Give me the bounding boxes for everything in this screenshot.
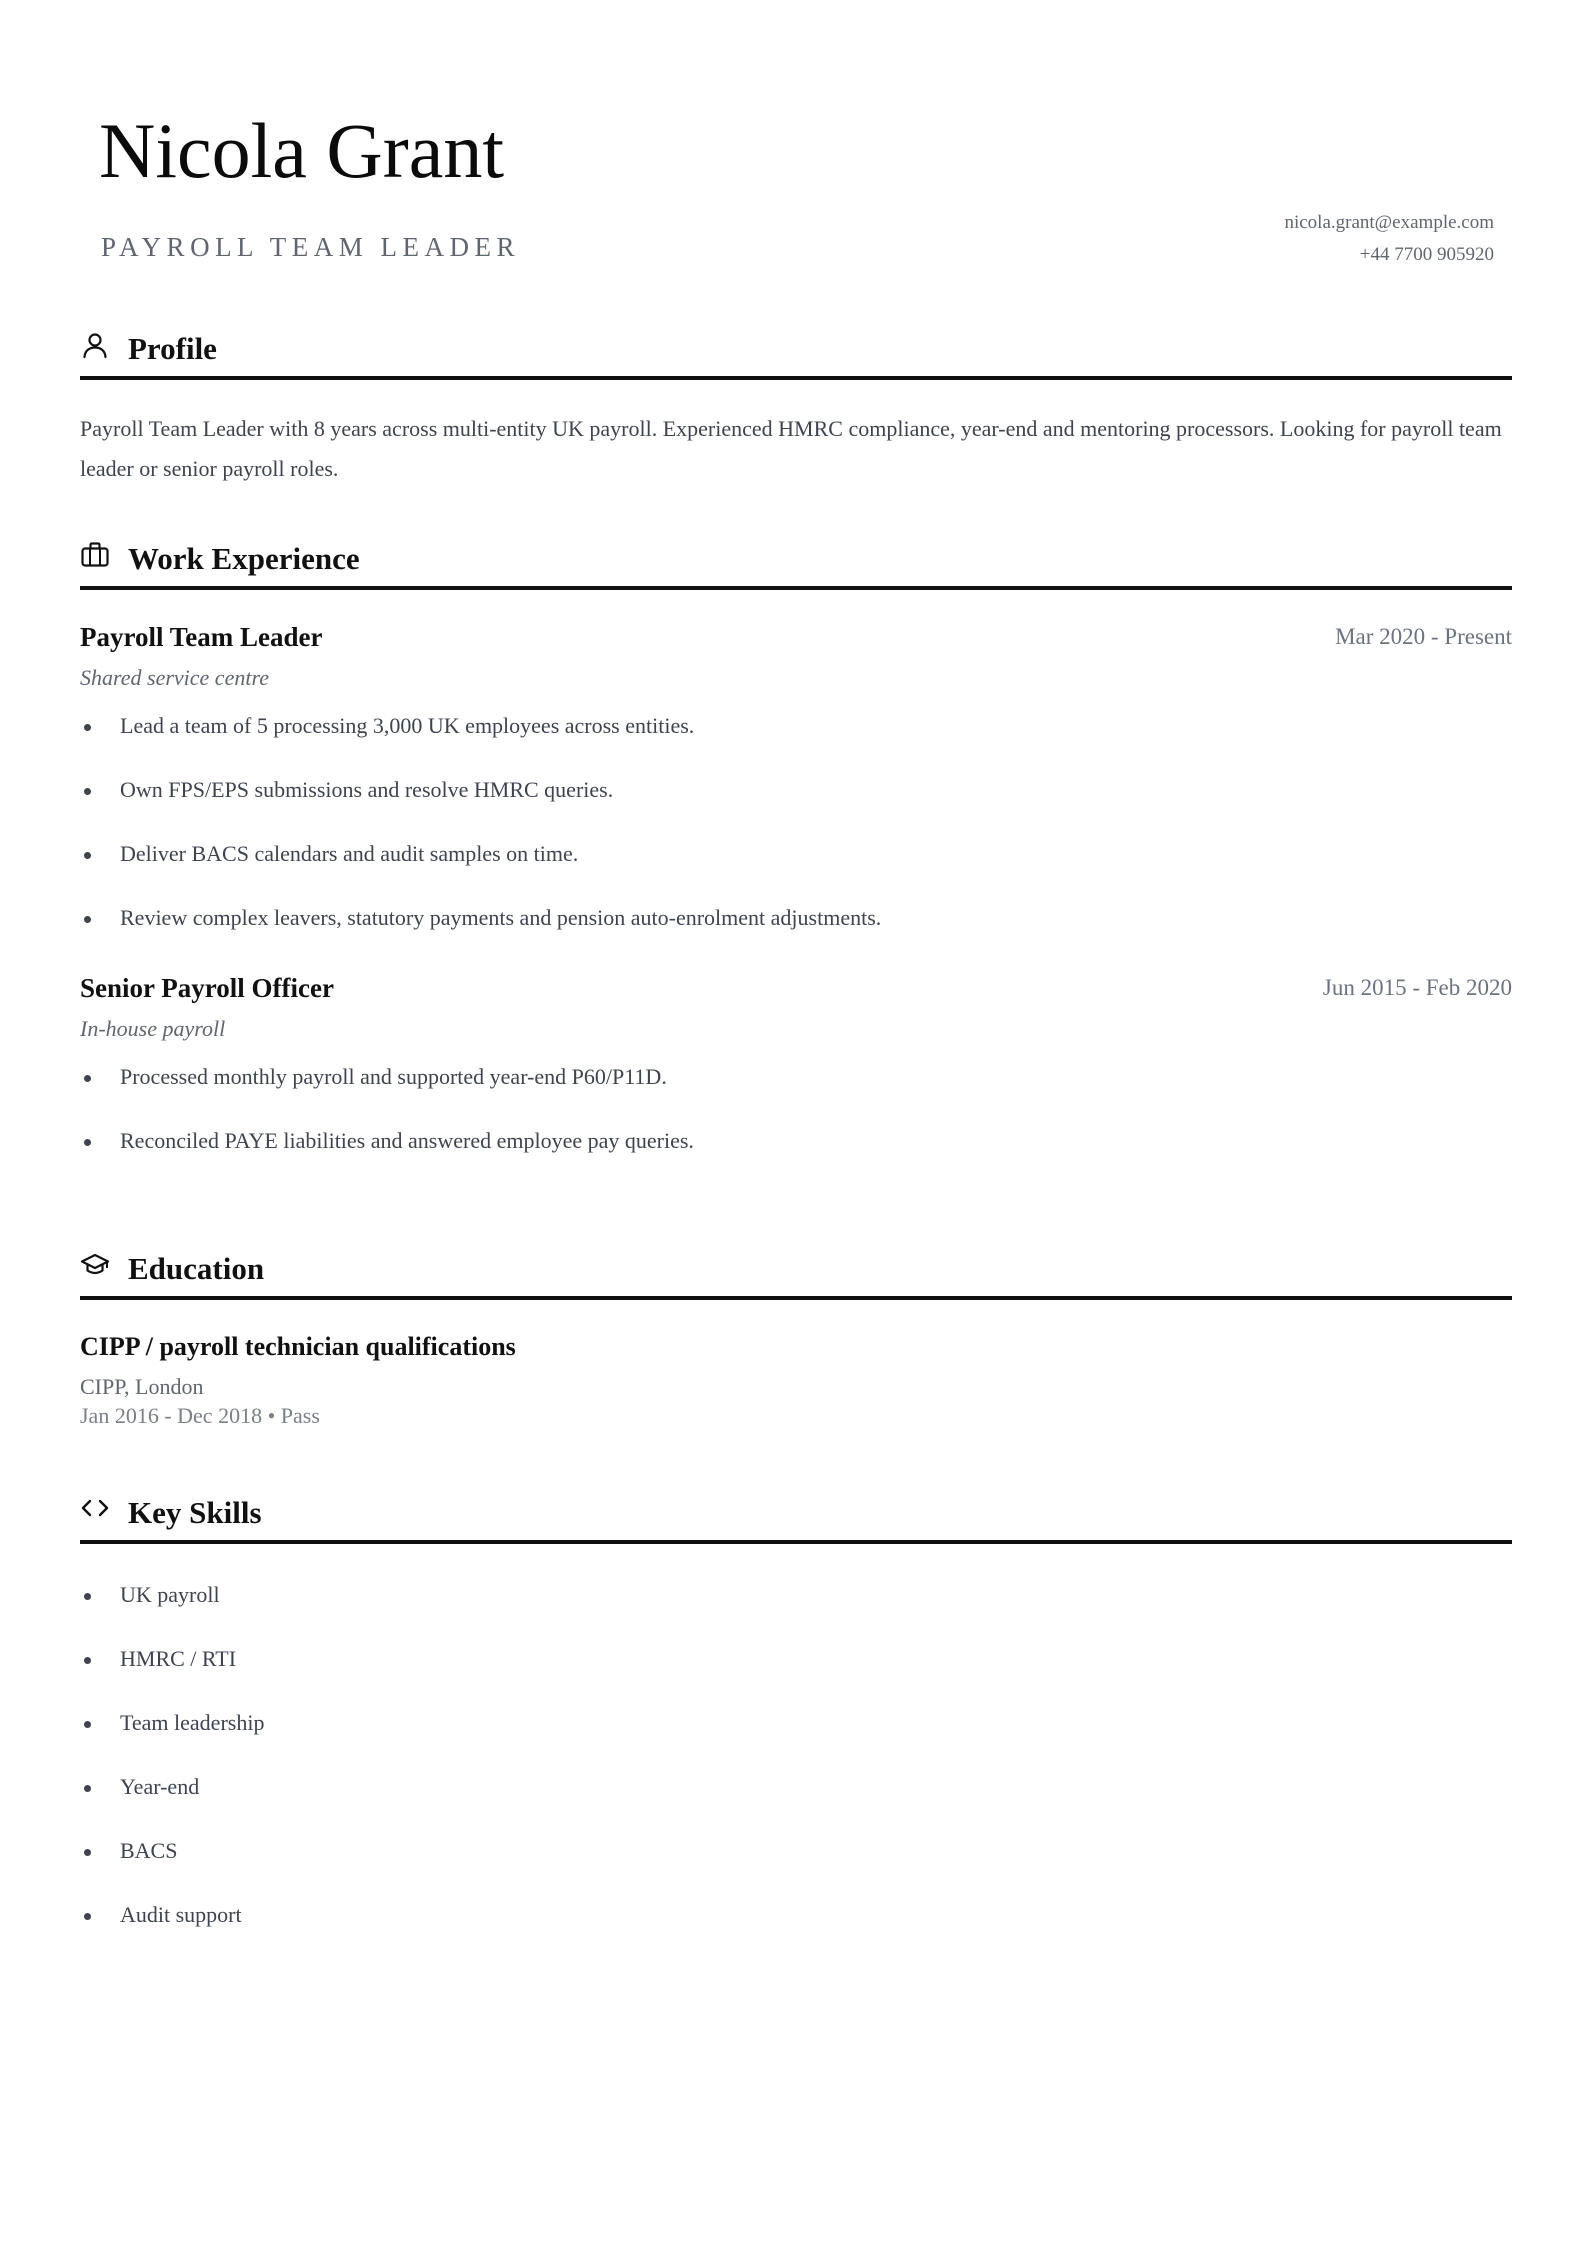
education-school: CIPP, London [80, 1374, 204, 1399]
list-item: Processed monthly payroll and supported year-end P60/P11D. [80, 1062, 1512, 1092]
experience-divider [80, 586, 1512, 590]
list-item: Reconciled PAYE liabilities and answered employee pay queries. [80, 1126, 1512, 1156]
profile-header [80, 326, 1512, 386]
contact-block [1284, 207, 1494, 271]
skill-item: Year-end [80, 1772, 1512, 1802]
experience-heading: Work Experience [128, 541, 360, 576]
list-item: Lead a team of 5 processing 3,000 UK employees across entities. [80, 711, 1512, 741]
education-divider [80, 1296, 1512, 1300]
skill-item: BACS [80, 1836, 1512, 1866]
education-degree: CIPP / payroll technician qualifications [80, 1332, 516, 1361]
code-icon [80, 1494, 110, 1524]
skill-item: UK payroll [80, 1580, 1512, 1610]
profile-summary: Payroll Team Leader with 8 years across multi-entity UK payroll. Experienced HMRC compliance, year-end and mentoring processors. Looking for payroll team leader or senior payroll roles. [80, 416, 1502, 481]
contact-phone[interactable]: +44 7700 905920 [1359, 244, 1494, 265]
person-icon [80, 330, 110, 360]
job-dates: Jun 2015 - Feb 2020 [1322, 975, 1512, 1000]
list-item: Own FPS/EPS submissions and resolve HMRC queries. [80, 775, 1512, 805]
job-dates: Mar 2020 - Present [1335, 624, 1512, 649]
skills-section [80, 1490, 1512, 1930]
profile-divider [80, 376, 1512, 380]
list-item: Deliver BACS calendars and audit samples on time. [80, 839, 1512, 869]
education-dates: Jan 2016 - Dec 2018 • Pass [80, 1403, 320, 1428]
profile-section [80, 326, 1512, 489]
skill-item: HMRC / RTI [80, 1644, 1512, 1674]
candidate-name: Nicola Grant [99, 107, 505, 194]
skills-heading: Key Skills [128, 1495, 262, 1530]
contact-email[interactable]: nicola.grant@example.com [1284, 212, 1494, 233]
experience-section [80, 536, 1512, 1156]
education-section [80, 1246, 1512, 1429]
candidate-title: PAYROLL TEAM LEADER [101, 232, 521, 262]
experience-header [80, 536, 1512, 596]
job-bullets [80, 711, 1512, 933]
job-company: In-house payroll [80, 1016, 226, 1041]
briefcase-icon [80, 540, 110, 570]
skill-item: Team leadership [80, 1708, 1512, 1738]
graduation-cap-icon [80, 1250, 110, 1280]
job-entry [80, 973, 1512, 1156]
skill-item: Audit support [80, 1900, 1512, 1930]
skills-list [80, 1580, 1512, 1930]
education-header [80, 1246, 1512, 1306]
skills-divider [80, 1540, 1512, 1544]
list-item: Review complex leavers, statutory payments and pension auto-enrolment adjustments. [80, 903, 1512, 933]
profile-heading: Profile [128, 331, 217, 366]
job-title: Senior Payroll Officer [80, 973, 334, 1003]
job-company: Shared service centre [80, 665, 269, 690]
job-title: Payroll Team Leader [80, 622, 323, 652]
job-bullets [80, 1062, 1512, 1156]
skills-header [80, 1490, 1512, 1550]
job-entry [80, 622, 1512, 933]
education-heading: Education [128, 1251, 265, 1286]
